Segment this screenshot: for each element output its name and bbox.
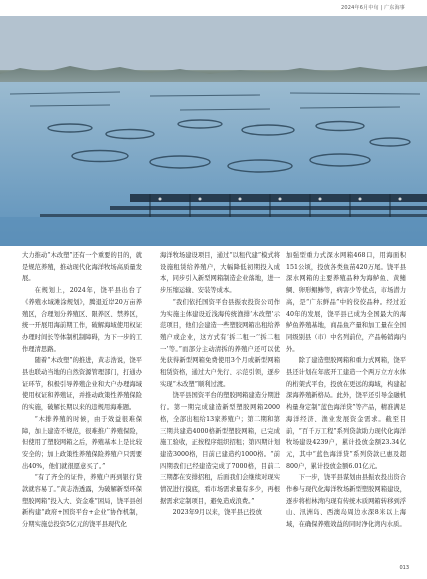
paragraph: 在规划上，2024年，饶平县出台了《养殖水域滩涂规划》，腾退近岸20万亩养殖区，合理划分养殖区、限养区、禁养区，统一开展用海前期工作，破解海域使用权证办理时间长等体制机制障碍，为下一步的工作理清思路。: [22, 287, 142, 353]
text-column-1: [22, 250, 142, 531]
paragraph: 海洋牧场建设项目，通过“以租代建”模式将设施租赁给养殖户，大幅降低初期投入成本，同步引入新型网箱制造企业落地，进一步压缩运输、安装等成本。: [160, 252, 280, 295]
paragraph: 下一步，饶平县谋划由县振农投出资合作参与现代化海洋牧场新型塑胶网箱建设，逐步将桁林湾内现有传统木质网箱转移到浮山、汛洲岛、西澳岛周边水深8米以上海域，在确保养殖效益的同时净化湾内水质。: [286, 474, 406, 529]
paragraph: 饶平县国资平台的塑胶网箱建造分期进行。第一期完成建造新型塑胶网箱2000格，全部出租给13家养殖户；第二期和第三期共建造4000格新型塑胶网箱，已完成施工验收，正按程序组织招租；第四期计划建造3000格，目前已建造约1000格。“前四期我们已经建造完成了7000格，目前二三期都在安排招租，后面我们会继续对现实情况进行摸底，看市场需求量有多少，再根据需求定制项目，避免造成浪费。”: [160, 392, 280, 505]
paragraph: “木排养殖的时候，由于效益很难保障，加上建造不规范，很难推广养殖保险，但使用了塑胶网箱之后，养殖基本上是比较安全的；加上政策性养殖保险养殖户只需要出40%，他们就很愿意买了。”: [22, 415, 142, 470]
text-column-2: [160, 250, 280, 519]
aquaculture-photo: [0, 16, 427, 246]
paragraph: 除了建造塑胶网箱和重力式网箱，饶平县还计划在年底开工建造一个两万立方水体的桁架式平台，投放在更远的海域，构建起深海养殖新格局。此外，饶平还引导金融机构量身定制“蓝色海洋贷”等产品，精准满足海洋经济、渔业发展资金需求。截至目前，“百千万工程”系列贷款助力现代化海洋牧场建设4239户，累计投放金额23.34亿元，其中“蓝色海洋贷”系列贷款已惠及超800户，累计投放金额6.01亿元。: [286, 357, 406, 470]
article-body: [0, 250, 427, 562]
paragraph: 随着“木改塑”的推进，黄志浩说，饶平县也联动当地的自然资源管理部门，打通办证环节，积极引导养殖企业和大户办理海域使用权证和养殖证，并推动政策性养殖保险的实施，破解长期以来的违规用海难题。: [22, 357, 142, 412]
header-text: 2024年6月中旬 | 广东海事: [341, 5, 405, 11]
page-header: [0, 0, 427, 16]
paragraph: 大力推动“木改塑”还有一个重要的目的，就是规范养殖，推动现代化海洋牧场高质量发展。: [22, 252, 142, 283]
paragraph: 2023年9月以来，饶平县已投放: [172, 509, 262, 517]
paragraph: 加强型重力式深水网箱468口，用海面积151公顷，投放各类鱼苗420万尾。饶平县深水网箱的主要养殖品种为海鲈鱼、黄鳍鲷、卵形鲳鲹等，病害少等优点，市场潜力高，是“广东鲜品”中的佼佼品种。经过近40年的发展，饶平县已成为全国最大的海鲈鱼养殖基地，商品鱼产量和加工量在全国同级别县（市）中名列前位，产品畅销海内外。: [286, 252, 406, 353]
page-number: 013: [399, 565, 409, 571]
paragraph: “有了齐全的证件，养殖户再到银行贷款就容易了。”黄志浩透露，为破解新型环保塑胶网箱“投入大、资金难”困局，饶平县创新构建“政府+国资平台+企业”协作机制，分期实施总投资5亿元的饶平县现代化: [22, 474, 142, 529]
paragraph: “我们依托国资平台县振农投资公司作为实施主体建设近浅海传统渔排‘木改塑’示范项目，他们会建造一些塑胶网箱出租给养殖户或企业，这方式有‘拆二租一’‘拆二租一’等。”而部分主动清拆的养殖户还可以优先获得新型网箱免费使用3个月或新型网箱租赁资格，通过大户先行、示范引领，逐步实现“木改塑”顺利过渡。: [160, 298, 280, 388]
text-column-3: [286, 250, 406, 531]
sea-farm-illustration: [0, 16, 427, 246]
